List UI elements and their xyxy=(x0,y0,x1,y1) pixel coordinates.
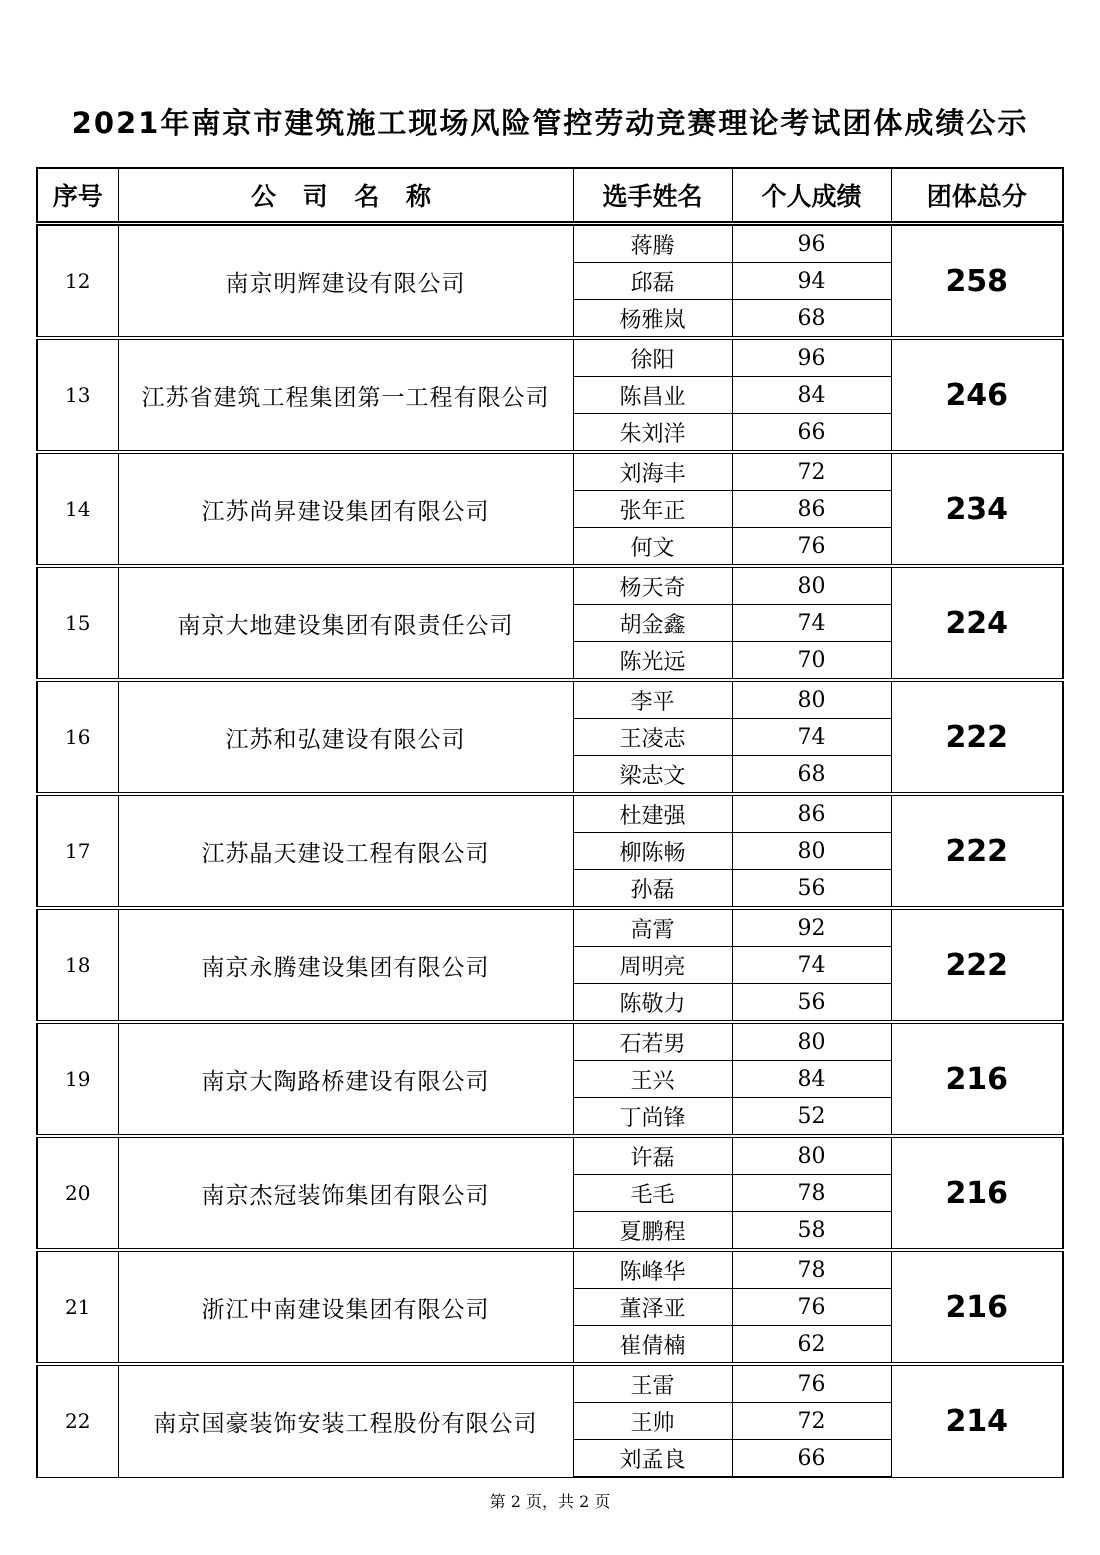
player-name-cell: 孙磊 xyxy=(573,870,732,909)
player-score-cell: 84 xyxy=(732,377,891,414)
player-name-cell: 王雷 xyxy=(573,1364,732,1403)
seq-cell: 13 xyxy=(37,338,118,452)
company-cell: 江苏和弘建设有限公司 xyxy=(118,680,573,794)
player-score-cell: 68 xyxy=(732,756,891,795)
table-row xyxy=(37,338,1063,377)
player-score-cell: 86 xyxy=(732,491,891,528)
team-total-cell: 214 xyxy=(891,1364,1063,1477)
player-score-cell: 70 xyxy=(732,642,891,681)
player-name-cell: 朱刘洋 xyxy=(573,414,732,453)
player-name-cell: 毛毛 xyxy=(573,1175,732,1212)
company-cell: 南京杰冠装饰集团有限公司 xyxy=(118,1136,573,1250)
player-score-cell: 80 xyxy=(732,566,891,605)
player-score-cell: 94 xyxy=(732,263,891,300)
team-total-cell: 222 xyxy=(891,908,1063,1022)
page-title: 2021年南京市建筑施工现场风险管控劳动竞赛理论考试团体成绩公示 xyxy=(71,106,1029,140)
player-name-cell: 张年正 xyxy=(573,491,732,528)
header-seq: 序号 xyxy=(37,168,118,224)
player-name-cell: 何文 xyxy=(573,528,732,567)
player-name-cell: 董泽亚 xyxy=(573,1289,732,1326)
player-score-cell: 76 xyxy=(732,528,891,567)
player-score-cell: 58 xyxy=(732,1212,891,1251)
table-row xyxy=(37,1022,1063,1061)
seq-cell: 16 xyxy=(37,680,118,794)
results-table xyxy=(36,167,1064,1478)
player-name-cell: 陈光远 xyxy=(573,642,732,681)
player-score-cell: 96 xyxy=(732,338,891,377)
player-name-cell: 杨雅岚 xyxy=(573,300,732,339)
team-total-cell: 224 xyxy=(891,566,1063,680)
player-name-cell: 许磊 xyxy=(573,1136,732,1175)
table-row xyxy=(37,1250,1063,1289)
header-individual-score: 个人成绩 xyxy=(732,168,891,224)
company-cell: 江苏省建筑工程集团第一工程有限公司 xyxy=(118,338,573,452)
header-team-total: 团体总分 xyxy=(891,168,1063,224)
player-score-cell: 74 xyxy=(732,947,891,984)
player-score-cell: 80 xyxy=(732,680,891,719)
player-name-cell: 王凌志 xyxy=(573,719,732,756)
player-name-cell: 陈敬力 xyxy=(573,984,732,1023)
header-company: 公 司 名 称 xyxy=(118,168,573,224)
player-score-cell: 56 xyxy=(732,870,891,909)
table-row xyxy=(37,680,1063,719)
table-row xyxy=(37,566,1063,605)
team-total-cell: 216 xyxy=(891,1136,1063,1250)
seq-cell: 12 xyxy=(37,224,118,339)
player-name-cell: 王兴 xyxy=(573,1061,732,1098)
results-body xyxy=(37,224,1063,1478)
table-row xyxy=(37,908,1063,947)
player-name-cell: 周明亮 xyxy=(573,947,732,984)
seq-cell: 22 xyxy=(37,1364,118,1477)
player-score-cell: 78 xyxy=(732,1175,891,1212)
company-cell: 南京永腾建设集团有限公司 xyxy=(118,908,573,1022)
player-score-cell: 80 xyxy=(732,1136,891,1175)
player-name-cell: 胡金鑫 xyxy=(573,605,732,642)
seq-cell: 20 xyxy=(37,1136,118,1250)
player-name-cell: 梁志文 xyxy=(573,756,732,795)
player-score-cell: 52 xyxy=(732,1098,891,1137)
table-row xyxy=(37,1136,1063,1175)
player-score-cell: 66 xyxy=(732,414,891,453)
company-cell: 南京国豪装饰安装工程股份有限公司 xyxy=(118,1364,573,1477)
table-row xyxy=(37,452,1063,491)
player-score-cell: 72 xyxy=(732,1403,891,1440)
seq-cell: 17 xyxy=(37,794,118,908)
table-row xyxy=(37,1364,1063,1403)
company-cell: 浙江中南建设集团有限公司 xyxy=(118,1250,573,1364)
player-score-cell: 78 xyxy=(732,1250,891,1289)
player-score-cell: 84 xyxy=(732,1061,891,1098)
player-name-cell: 丁尚锋 xyxy=(573,1098,732,1137)
player-score-cell: 96 xyxy=(732,224,891,263)
team-total-cell: 222 xyxy=(891,680,1063,794)
company-cell: 南京大陶路桥建设有限公司 xyxy=(118,1022,573,1136)
player-score-cell: 76 xyxy=(732,1364,891,1403)
player-name-cell: 刘海丰 xyxy=(573,452,732,491)
player-score-cell: 68 xyxy=(732,300,891,339)
team-total-cell: 216 xyxy=(891,1022,1063,1136)
player-name-cell: 夏鹏程 xyxy=(573,1212,732,1251)
player-score-cell: 66 xyxy=(732,1440,891,1478)
player-name-cell: 杨天奇 xyxy=(573,566,732,605)
player-name-cell: 刘孟良 xyxy=(573,1440,732,1478)
header-row xyxy=(37,168,1063,224)
player-score-cell: 80 xyxy=(732,1022,891,1061)
player-score-cell: 74 xyxy=(732,605,891,642)
player-name-cell: 王帅 xyxy=(573,1403,732,1440)
player-name-cell: 陈昌业 xyxy=(573,377,732,414)
player-name-cell: 崔倩楠 xyxy=(573,1326,732,1365)
player-score-cell: 56 xyxy=(732,984,891,1023)
player-name-cell: 徐阳 xyxy=(573,338,732,377)
player-score-cell: 72 xyxy=(732,452,891,491)
company-cell: 江苏晶天建设工程有限公司 xyxy=(118,794,573,908)
company-cell: 南京明辉建设有限公司 xyxy=(118,224,573,339)
player-score-cell: 62 xyxy=(732,1326,891,1365)
seq-cell: 15 xyxy=(37,566,118,680)
player-score-cell: 74 xyxy=(732,719,891,756)
page-footer: 第 2 页，共 2 页 xyxy=(489,1492,611,1511)
player-name-cell: 蒋腾 xyxy=(573,224,732,263)
header-player-name: 选手姓名 xyxy=(573,168,732,224)
player-score-cell: 92 xyxy=(732,908,891,947)
team-total-cell: 216 xyxy=(891,1250,1063,1364)
player-name-cell: 李平 xyxy=(573,680,732,719)
team-total-cell: 246 xyxy=(891,338,1063,452)
seq-cell: 14 xyxy=(37,452,118,566)
player-name-cell: 柳陈畅 xyxy=(573,833,732,870)
player-name-cell: 邱磊 xyxy=(573,263,732,300)
team-total-cell: 258 xyxy=(891,224,1063,339)
player-score-cell: 76 xyxy=(732,1289,891,1326)
company-cell: 江苏尚昇建设集团有限公司 xyxy=(118,452,573,566)
player-name-cell: 杜建强 xyxy=(573,794,732,833)
seq-cell: 18 xyxy=(37,908,118,1022)
table-row xyxy=(37,794,1063,833)
seq-cell: 21 xyxy=(37,1250,118,1364)
team-total-cell: 222 xyxy=(891,794,1063,908)
player-score-cell: 86 xyxy=(732,794,891,833)
company-cell: 南京大地建设集团有限责任公司 xyxy=(118,566,573,680)
player-name-cell: 石若男 xyxy=(573,1022,732,1061)
table-row xyxy=(37,224,1063,263)
player-score-cell: 80 xyxy=(732,833,891,870)
seq-cell: 19 xyxy=(37,1022,118,1136)
team-total-cell: 234 xyxy=(891,452,1063,566)
player-name-cell: 陈峰华 xyxy=(573,1250,732,1289)
player-name-cell: 高霄 xyxy=(573,908,732,947)
